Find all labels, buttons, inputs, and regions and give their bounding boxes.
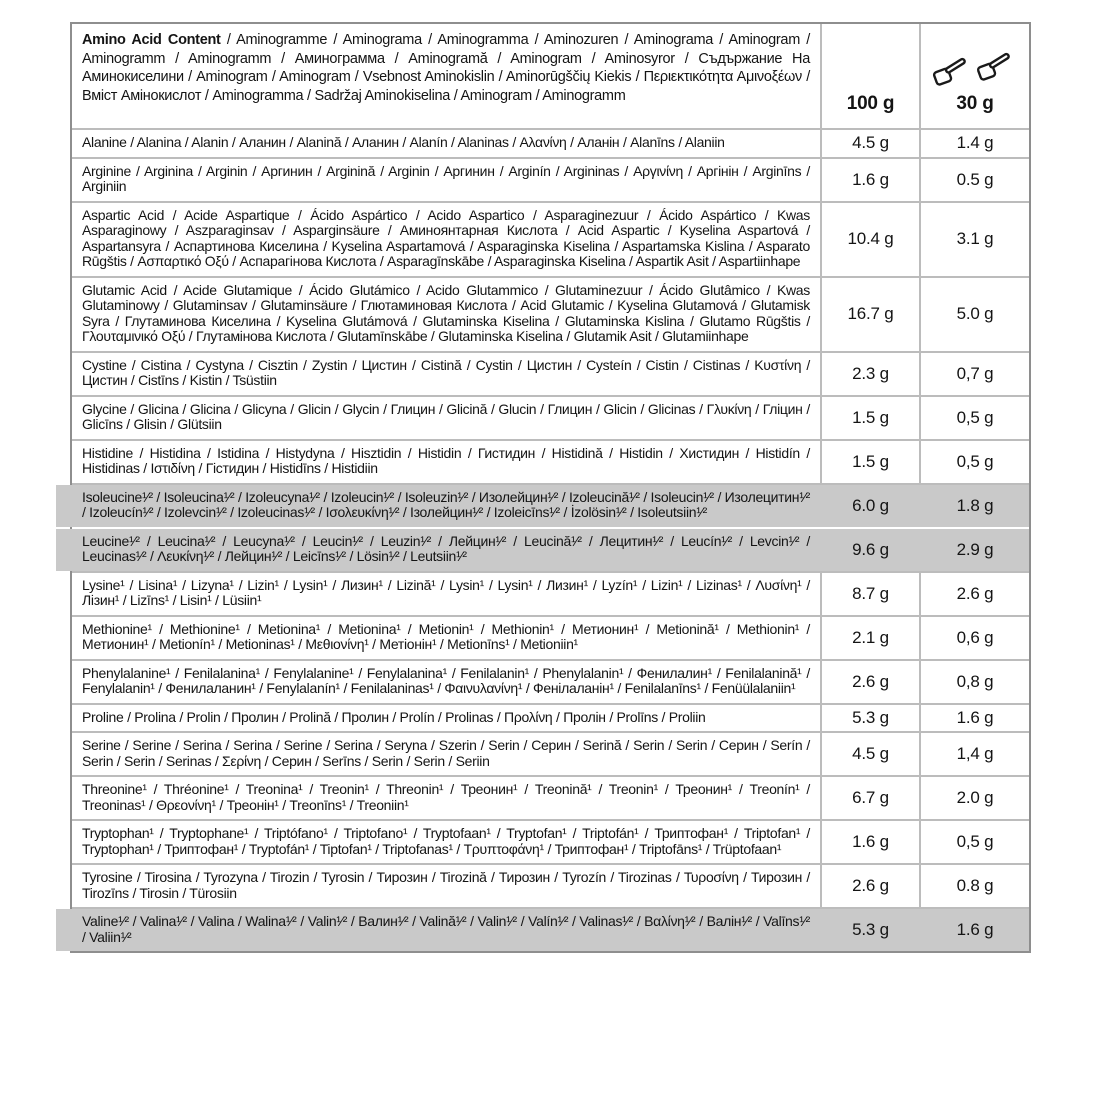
value-per-100g: 10.4 g — [820, 203, 919, 276]
value-per-100g: 9.6 g — [820, 529, 919, 571]
amino-acid-name: Serine / Serine / Serina / Serina / Serine / Serina / Seryna / Szerin / Serin / Серин / Serină / Serin / Serin / Серин / Serín / Serin / Serin / Serinas / Σερίνη / Серин / Serīns / Serin / Serin / Seriin — [82, 737, 810, 769]
amino-acid-name: Alanine / Alanina / Alanin / Аланин / Alanină / Аланин / Alanín / Alaninas / Αλανίνη / Аланін / Alanīns / Alaniin — [82, 134, 725, 150]
value-per-30g: 0,8 g — [919, 661, 1029, 703]
amino-acid-name: Lysine¹ / Lisina¹ / Lizyna¹ / Lizin¹ / Lysin¹ / Лизин¹ / Lizină¹ / Lysin¹ / Lysin¹ / Лизин¹ / Lyzín¹ / Lizin¹ / Lizinas¹ / Λυσίνη¹ / Лізин¹ / Lizīns¹ / Lisin¹ / Lüsiin¹ — [82, 576, 810, 608]
column-header-30g-label: 30 g — [956, 93, 994, 114]
value-per-100g: 1.5 g — [820, 441, 919, 483]
table-row — [72, 351, 1029, 395]
amino-acid-name: Threonine¹ / Thréonine¹ / Treonina¹ / Treonin¹ / Threonin¹ / Треонин¹ / Treonină¹ / Treonin¹ / Треонин¹ / Treonín¹ / Treoninas¹ / Θρεονίνη¹ / Треонін¹ / Treonīns¹ / Treoniin¹ — [82, 781, 810, 813]
value-per-30g: 0.8 g — [919, 865, 1029, 907]
value-per-30g: 0,7 g — [919, 353, 1029, 395]
value-per-100g: 6.7 g — [820, 777, 919, 819]
column-header-100g — [820, 24, 919, 128]
value-per-30g: 5.0 g — [919, 278, 1029, 351]
amino-acid-name: Leucine¹⁄² / Leucina¹⁄² / Leucyna¹⁄² / Leucin¹⁄² / Leuzin¹⁄² / Лейцин¹⁄² / Leucină¹⁄² / Лецитин¹⁄² / Leucín¹⁄² / Levcin¹⁄² / Leucinas¹⁄² / Λευκίνη¹⁄² / Лейцин¹⁄² / Leicīns¹⁄² / Lösin¹⁄² / Leutsiin¹⁄² — [82, 532, 810, 564]
value-per-30g: 1,4 g — [919, 733, 1029, 775]
amino-acid-name: Aspartic Acid / Acide Aspartique / Ácido Aspártico / Acido Aspartico / Asparaginezuur / Ácido Aspártico / Kwas Asparaginowy / Aszparaginsav / Asparginsäure / Аминоянтарная Кислота / Acid Aspartic / Kyselina Aspartová / Aspartansyra / Аспартинова Киселина / Kyselina Aspartamová / Asparaginska Kiselina / Aspartamska Kislina / Asparato Rūgštis / Ασπαρτικό Οξύ / Аспарагінова Кислота / Asparagīnskābe / Asparaginska Kiselina / Aspartik Asit / Aspartiinhape — [82, 206, 810, 269]
amino-acid-name: Tryptophan¹ / Tryptophane¹ / Triptófano¹ / Triptofano¹ / Tryptofaan¹ / Tryptofan¹ / Triptofán¹ / Триптофан¹ / Triptofan¹ / Tryptophan¹ / Триптофан¹ / Tryptofán¹ / Tiptofan¹ / Triptofanas¹ / Τρυπτοφάνη¹ / Триптофан¹ / Triptofāns¹ / Trüptofaan¹ — [82, 825, 810, 857]
table-title-bold: Amino Acid Content — [82, 32, 221, 48]
value-per-30g: 0,5 g — [919, 397, 1029, 439]
value-per-30g: 1.4 g — [919, 130, 1029, 157]
table-header-row — [72, 24, 1029, 128]
table-row — [72, 571, 1029, 615]
value-per-100g: 1.6 g — [820, 159, 919, 201]
table-row — [72, 201, 1029, 276]
column-header-100g-label: 100 g — [846, 93, 895, 114]
amino-acid-name: Isoleucine¹⁄² / Isoleucina¹⁄² / Izoleucyna¹⁄² / Izoleucin¹⁄² / Isoleuzin¹⁄² / Изолейцин¹⁄² / Izoleucină¹⁄² / Isoleucin¹⁄² / Изолецитин¹⁄² / Izoleucín¹⁄² / Izolevcin¹⁄² / Izoleucinas¹⁄² / Ισολευκίνη¹⁄² / Ізолейцин¹⁄² / Izoleicīns¹⁄² / İzolösin¹⁄² / Isoleutsiin¹⁄² — [82, 488, 810, 520]
value-per-30g: 2.9 g — [919, 529, 1029, 571]
table-row — [72, 703, 1029, 732]
value-per-100g: 4.5 g — [820, 130, 919, 157]
value-per-30g: 2.0 g — [919, 777, 1029, 819]
value-per-100g: 6.0 g — [820, 485, 919, 527]
amino-acid-name: Cystine / Cistina / Cystyna / Cisztin / Zystin / Цистин / Cistină / Cystin / Цистин / Cysteín / Cistin / Cistinas / Κυστίνη / Цистин / Cistīns / Kistin / Tsüstiin — [82, 356, 810, 388]
value-per-100g: 2.6 g — [820, 865, 919, 907]
value-per-100g: 2.1 g — [820, 617, 919, 659]
value-per-30g: 1.6 g — [919, 705, 1029, 732]
table-title-translations: / Aminogramme / Aminograma / Aminogramma / Aminozuren / Aminograma / Aminogram / Aminogramm / Aminogramm / Аминограмма / Aminogramă / Aminogram / Aminosyror / Съдържание На Аминокиселини / Aminogram / Aminogram / Vsebnost Aminokislin / Aminorūgščių Kiekis / Περιεκτικότητα Αμινοξέων / Вміст Амінокислот / Aminogramma / Sadržaj Aminokiselina / Aminogram / Aminogramm — [82, 32, 811, 104]
value-per-100g: 1.5 g — [820, 397, 919, 439]
value-per-100g: 2.3 g — [820, 353, 919, 395]
table-row — [72, 615, 1029, 659]
value-per-30g: 0.5 g — [919, 159, 1029, 201]
value-per-100g: 8.7 g — [820, 573, 919, 615]
amino-acid-name: Glycine / Glicina / Glicina / Glicyna / Glicin / Glycin / Глицин / Glicină / Glucin / Глицин / Glicin / Glicinas / Γλυκίνη / Гліцин / Glicīns / Glisin / Glütsiin — [82, 400, 810, 432]
table-row — [72, 276, 1029, 351]
value-per-100g: 4.5 g — [820, 733, 919, 775]
value-per-100g: 1.6 g — [820, 821, 919, 863]
table-row — [72, 731, 1029, 775]
table-row — [72, 439, 1029, 483]
amino-acid-name: Phenylalanine¹ / Fenilalanina¹ / Fenylalanine¹ / Fenylalanina¹ / Fenilalanin¹ / Phenylalanin¹ / Фенилалин¹ / Fenilalanină¹ / Fenylalanin¹ / Фенилаланин¹ / Fenylalanín¹ / Fenilalaninas¹ / Φαινυλανίνη¹ / Фенілаланін¹ / Fenilalanīns¹ / Fenüülalaniin¹ — [82, 664, 810, 696]
value-per-30g: 1.8 g — [919, 485, 1029, 527]
value-per-30g: 0,5 g — [919, 821, 1029, 863]
table-title — [72, 24, 820, 128]
value-per-30g: 0,6 g — [919, 617, 1029, 659]
table-row — [72, 659, 1029, 703]
table-row — [72, 128, 1029, 157]
amino-acid-name: Valine¹⁄² / Valina¹⁄² / Valina / Walina¹⁄² / Valin¹⁄² / Валин¹⁄² / Valină¹⁄² / Valin¹⁄² / Valín¹⁄² / Valinas¹⁄² / Βαλίνη¹⁄² / Валін¹⁄² / Valīns¹⁄² / Valiin¹⁄² — [82, 913, 810, 945]
amino-acid-name: Histidine / Histidina / Istidina / Histydyna / Hisztidin / Histidin / Гистидин / Histidină / Histidin / Хистидин / Histidín / Histidinas / Ιστιδίνη / Гістидин / Histidīns / Histidiin — [82, 444, 810, 476]
table-row — [72, 527, 1029, 571]
table-row — [72, 775, 1029, 819]
column-header-30g — [919, 24, 1029, 128]
table-row — [72, 483, 1029, 527]
amino-acid-name: Methionine¹ / Methionine¹ / Metionina¹ / Metionina¹ / Metionin¹ / Methionin¹ / Метионин¹ / Metionină¹ / Methionin¹ / Метионин¹ / Metionín¹ / Metioninas¹ / Μεθιονίνη¹ / Метіонін¹ / Metionīns¹ / Metioniin¹ — [82, 620, 810, 652]
amino-acid-table — [70, 22, 1031, 953]
amino-acid-name: Proline / Prolina / Prolin / Пролин / Prolină / Пролин / Prolín / Prolinas / Προλίνη / Пролін / Prolīns / Proliin — [82, 708, 706, 725]
amino-acid-name: Tyrosine / Tirosina / Tyrozyna / Tirozin / Tyrosin / Тирозин / Tirozină / Тирозин / Tyrozín / Tirozinas / Τυροσίνη / Тирозин / Tirozīns / Tirosin / Türosiin — [82, 869, 810, 901]
table-row — [72, 907, 1029, 951]
measuring-scoops-icon — [931, 50, 1019, 86]
table-row — [72, 157, 1029, 201]
value-per-30g: 0,5 g — [919, 441, 1029, 483]
value-per-30g: 3.1 g — [919, 203, 1029, 276]
value-per-100g: 2.6 g — [820, 661, 919, 703]
value-per-100g: 16.7 g — [820, 278, 919, 351]
value-per-30g: 2.6 g — [919, 573, 1029, 615]
table-row — [72, 395, 1029, 439]
value-per-100g: 5.3 g — [820, 909, 919, 951]
amino-acid-name: Arginine / Arginina / Arginin / Аргинин / Arginină / Arginin / Аргинин / Arginín / Argininas / Αργινίνη / Аргінін / Arginīns / Arginiin — [82, 162, 810, 194]
value-per-100g: 5.3 g — [820, 705, 919, 732]
table-row — [72, 819, 1029, 863]
table-row — [72, 863, 1029, 907]
value-per-30g: 1.6 g — [919, 909, 1029, 951]
amino-acid-name: Glutamic Acid / Acide Glutamique / Ácido Glutámico / Acido Glutammico / Glutaminezuur / Ácido Glutâmico / Kwas Glutaminowy / Glutaminsav / Glutaminsäure / Глютаминовая Кислота / Acid Glutamic / Kyselina Glutamová / Glutamisk Syra / Глутаминова Киселина / Kyselina Glutámová / Glutaminska Kiselina / Glutaminska Kislina / Glutamo Rūgštis / Γλουταμινικό Οξύ / Глутамінова Кислота / Glutamīnskābe / Glutaminska Kiselina / Glutamik Asit / Glutamiinhape — [82, 281, 810, 344]
